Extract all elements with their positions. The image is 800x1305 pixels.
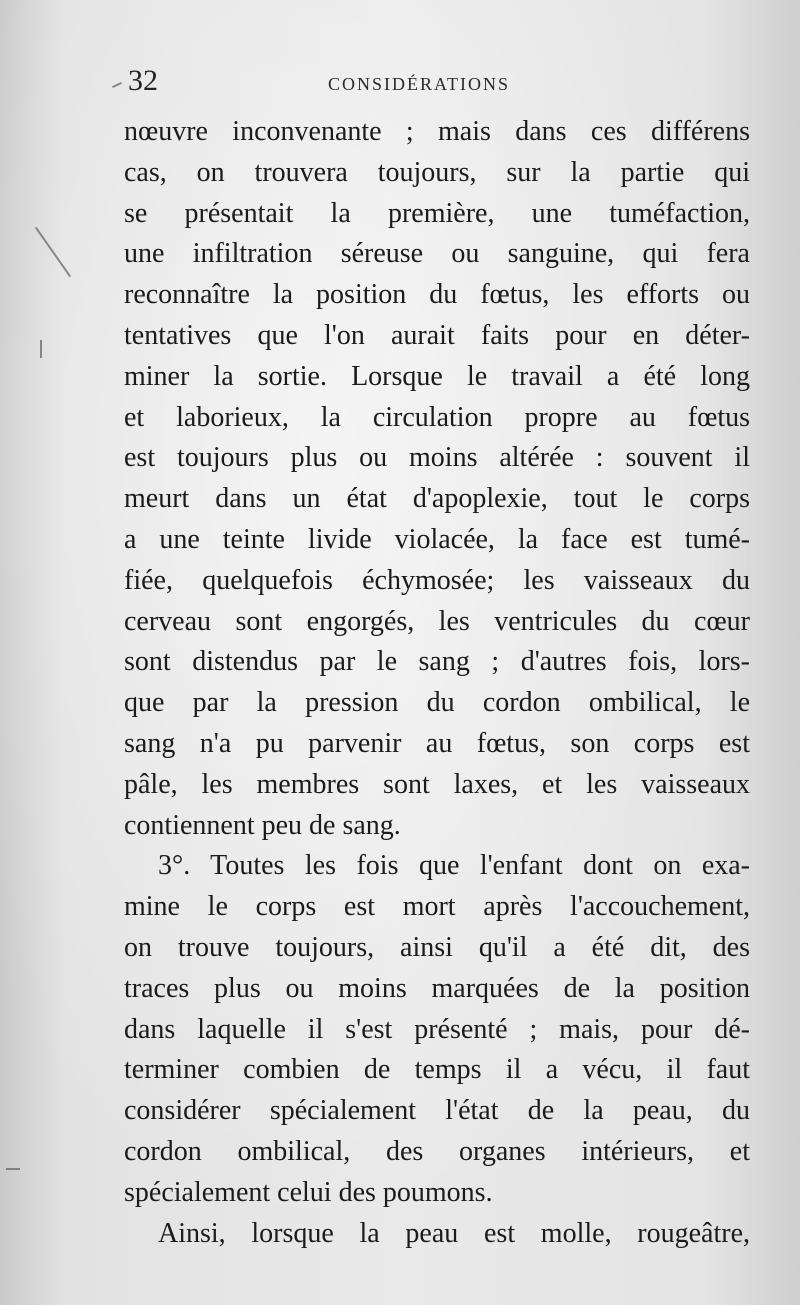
text-line: sont distendus par le sang ; d'autres fois, lors- <box>124 646 750 678</box>
text-line: contiennent peu de sang. <box>124 809 401 841</box>
text-line: spécialement celui des poumons. <box>124 1176 493 1208</box>
running-head: CONSIDÉRATIONS <box>328 74 511 94</box>
text-line: meurt dans un état d'apoplexie, tout le corps <box>124 483 750 515</box>
margin-pencil-mark <box>6 1168 20 1170</box>
page-header <box>128 64 748 104</box>
text-line: on trouve toujours, ainsi qu'il a été dit, des <box>124 931 750 963</box>
text-line: que par la pression du cordon ombilical, le <box>124 687 750 719</box>
text-line: 3°. Toutes les fois que l'enfant dont on exa- <box>158 850 750 882</box>
text-line: nœuvre inconvenante ; mais dans ces différens <box>124 116 750 147</box>
text-line: cas, on trouvera toujours, sur la partie qui <box>124 156 750 188</box>
text-line: considérer spécialement l'état de la peau, du <box>124 1095 750 1127</box>
text-line: cordon ombilical, des organes intérieurs, et <box>124 1135 750 1167</box>
text-line: reconnaître la position du fœtus, les efforts ou <box>124 279 750 311</box>
text-line: tentatives que l'on aurait faits pour en déter- <box>124 319 750 351</box>
margin-pencil-mark <box>112 82 122 88</box>
margin-pencil-mark <box>35 227 71 277</box>
body-text <box>124 112 750 1254</box>
text-line: a une teinte livide violacée, la face est tumé- <box>124 523 750 555</box>
text-line: traces plus ou moins marquées de la position <box>124 972 750 1004</box>
text-line: une infiltration séreuse ou sanguine, qui fera <box>124 238 750 270</box>
text-line: est toujours plus ou moins altérée : souvent il <box>124 442 750 474</box>
text-line: Ainsi, lorsque la peau est molle, rougeâtre, <box>158 1217 750 1249</box>
page-number: 32 <box>128 64 158 97</box>
margin-pencil-mark <box>40 340 42 358</box>
text-line: cerveau sont engorgés, les ventricules du cœur <box>124 605 750 637</box>
text-line: se présentait la première, une tuméfaction, <box>124 197 750 229</box>
text-line: pâle, les membres sont laxes, et les vaisseaux <box>124 768 750 800</box>
text-line: dans laquelle il s'est présenté ; mais, pour dé- <box>124 1013 750 1045</box>
text-line: fiée, quelquefois échymosée; les vaisseaux du <box>124 564 750 596</box>
text-line: sang n'a pu parvenir au fœtus, son corps est <box>124 727 750 759</box>
text-line: et laborieux, la circulation propre au fœtus <box>124 401 750 433</box>
text-line: terminer combien de temps il a vécu, il faut <box>124 1054 750 1086</box>
text-line: mine le corps est mort après l'accouchement, <box>124 891 750 923</box>
text-line: miner la sortie. Lorsque le travail a été long <box>124 360 750 392</box>
